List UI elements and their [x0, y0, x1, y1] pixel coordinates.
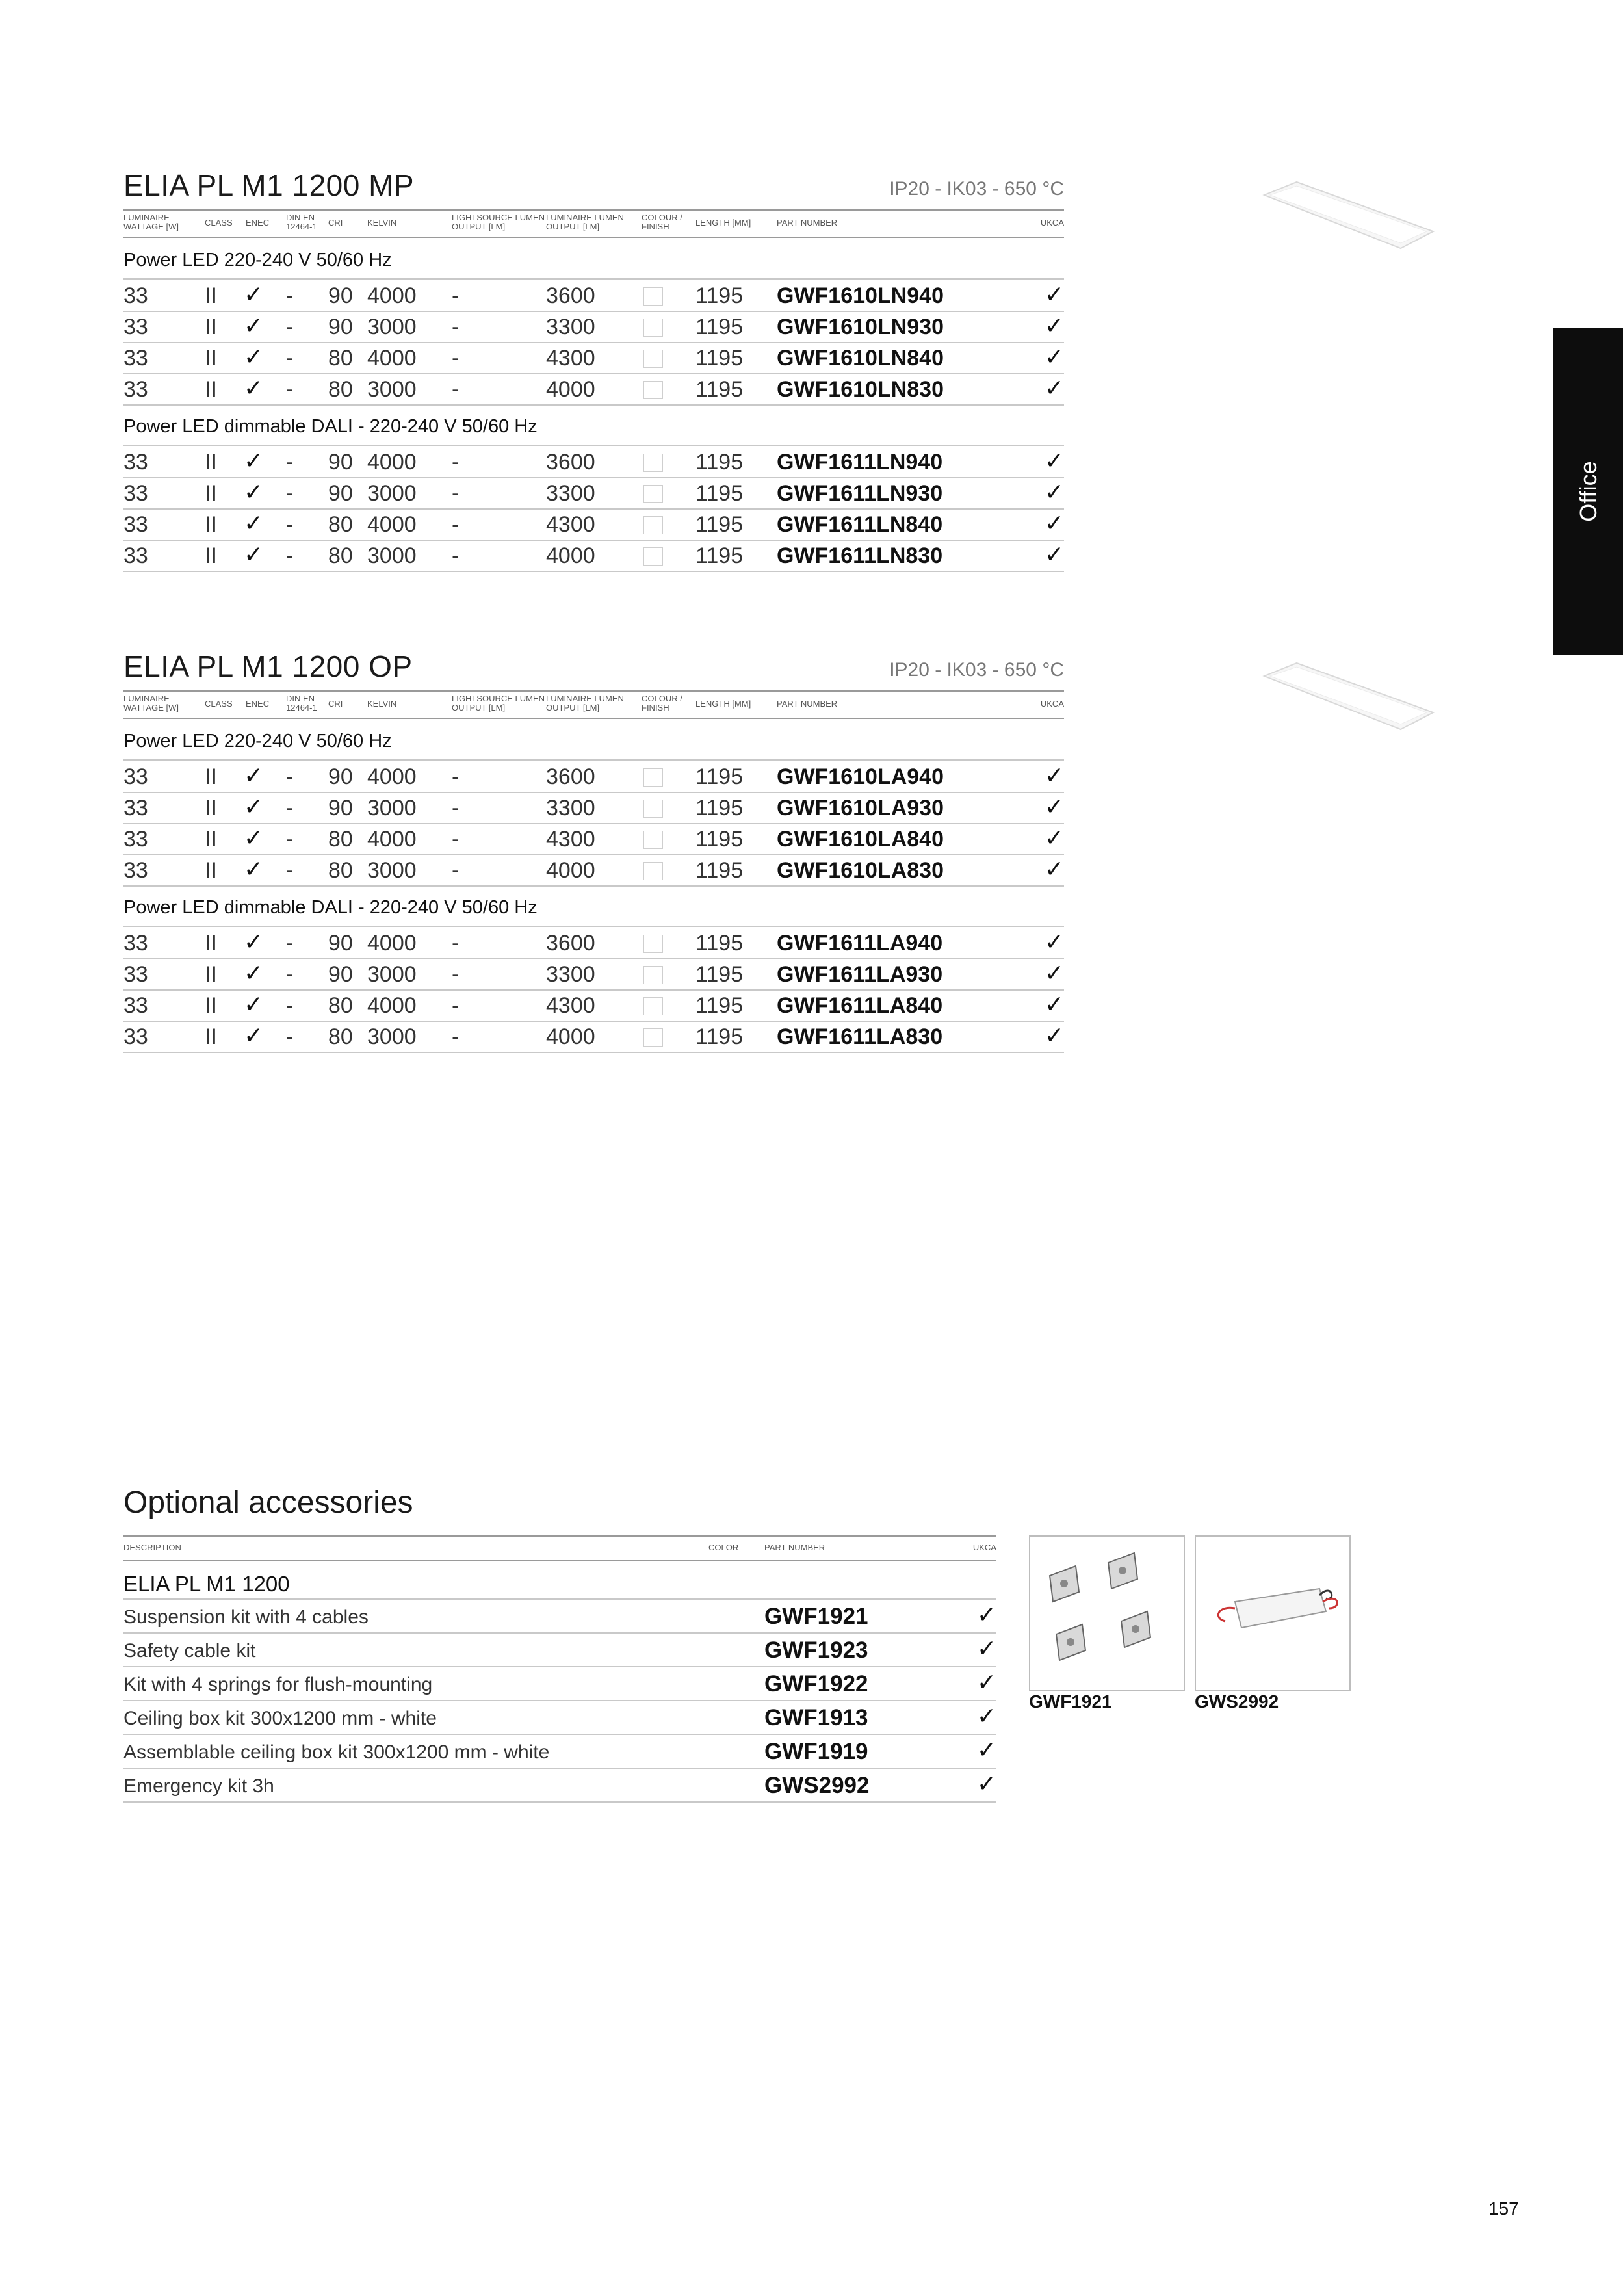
lightsource-lumen-cell: - [452, 346, 460, 371]
length-cell: 1195 [695, 315, 744, 339]
length-cell: 1195 [695, 796, 744, 820]
ukca-check: ✓ [1044, 1022, 1064, 1049]
class-cell: II [205, 962, 217, 987]
table-row [123, 342, 1064, 374]
part-number: GWF1610LA940 [777, 764, 944, 789]
ukca-check: ✓ [976, 1669, 996, 1695]
class-cell: II [205, 858, 217, 883]
thumbnail-label: GWF1921 [1029, 1691, 1112, 1712]
enec-check: ✓ [244, 928, 264, 955]
enec-check: ✓ [244, 793, 264, 820]
part-number: GWF1611LN930 [777, 481, 943, 506]
cri-cell: 90 [328, 481, 353, 506]
ukca-check: ✓ [1044, 312, 1064, 339]
class-cell: II [205, 481, 217, 506]
wattage-cell: 33 [123, 1024, 148, 1049]
lightsource-lumen-cell: - [452, 931, 460, 956]
length-cell: 1195 [695, 962, 744, 987]
wattage-cell: 33 [123, 962, 148, 987]
ip-rating: IP20 - IK03 - 650 °C [889, 659, 1064, 681]
accessory-row [123, 1634, 996, 1667]
din-cell: - [286, 931, 294, 956]
length-cell: 1195 [695, 931, 744, 956]
wattage-cell: 33 [123, 993, 148, 1018]
enec-check: ✓ [244, 281, 264, 307]
lightsource-lumen-cell: - [452, 512, 460, 537]
ukca-check: ✓ [1044, 959, 1064, 986]
table-row [123, 792, 1064, 824]
part-number: GWF1610LN840 [777, 346, 944, 371]
table-row [123, 927, 1064, 959]
accessory-description: Emergency kit 3h [123, 1775, 274, 1797]
colour-finish-swatch [643, 319, 663, 337]
colour-finish-swatch [643, 516, 663, 534]
colour-finish-swatch [643, 454, 663, 472]
cri-cell: 90 [328, 962, 353, 987]
lightsource-lumen-cell: - [452, 993, 460, 1018]
section-tab-label: Office [1575, 461, 1602, 522]
table-row [123, 508, 1064, 541]
col-color: COLOR [708, 1543, 739, 1552]
class-cell: II [205, 377, 217, 402]
enec-check: ✓ [244, 824, 264, 851]
wattage-cell: 33 [123, 377, 148, 402]
column-header-class: CLASS [205, 699, 233, 709]
length-cell: 1195 [695, 481, 744, 506]
col-ukca: UKCA [972, 1543, 996, 1552]
table-row [123, 989, 1064, 1022]
luminaire-lumen-cell: 3600 [546, 764, 595, 789]
lightsource-lumen-cell: - [452, 450, 460, 475]
cri-cell: 80 [328, 512, 353, 537]
enec-check: ✓ [244, 343, 264, 370]
length-cell: 1195 [695, 543, 744, 568]
class-cell: II [205, 764, 217, 789]
class-cell: II [205, 1024, 217, 1049]
ukca-check: ✓ [1044, 824, 1064, 851]
column-header-part: PART NUMBER [777, 699, 838, 709]
kelvin-cell: 4000 [367, 931, 417, 956]
accessory-row [123, 1735, 996, 1769]
accessory-row [123, 1701, 996, 1735]
enec-check: ✓ [244, 959, 264, 986]
wattage-cell: 33 [123, 346, 148, 371]
product-title: ELIA PL M1 1200 OP [123, 649, 413, 683]
enec-check: ✓ [244, 374, 264, 401]
accessory-part-number: GWF1923 [764, 1637, 868, 1663]
enec-check: ✓ [244, 762, 264, 789]
colour-finish-swatch [643, 997, 663, 1015]
kelvin-cell: 4000 [367, 283, 417, 308]
enec-check: ✓ [244, 447, 264, 474]
ukca-check: ✓ [1044, 793, 1064, 820]
wattage-cell: 33 [123, 796, 148, 820]
lightsource-lumen-cell: - [452, 543, 460, 568]
accessory-description: Suspension kit with 4 cables [123, 1606, 369, 1628]
luminaire-lumen-cell: 3600 [546, 931, 595, 956]
luminaire-lumen-cell: 4300 [546, 993, 595, 1018]
column-header-class: CLASS [205, 218, 233, 228]
group-label: Power LED dimmable DALI - 220-240 V 50/60 Hz [123, 897, 538, 918]
ukca-check: ✓ [1044, 447, 1064, 474]
length-cell: 1195 [695, 827, 744, 852]
kelvin-cell: 3000 [367, 1024, 417, 1049]
column-header-ukca: UKCA [1040, 218, 1064, 228]
accessory-row [123, 1769, 996, 1803]
lightsource-lumen-cell: - [452, 858, 460, 883]
accessories-subtitle: ELIA PL M1 1200 [123, 1572, 290, 1596]
colour-finish-swatch [643, 831, 663, 849]
colour-finish-swatch [643, 547, 663, 566]
luminaire-lumen-cell: 4000 [546, 543, 595, 568]
ukca-check: ✓ [976, 1702, 996, 1729]
luminaire-lumen-cell: 3300 [546, 481, 595, 506]
group-label: Power LED 220-240 V 50/60 Hz [123, 731, 392, 751]
din-cell: - [286, 283, 294, 308]
length-cell: 1195 [695, 764, 744, 789]
kelvin-cell: 3000 [367, 858, 417, 883]
length-cell: 1195 [695, 450, 744, 475]
luminaire-lumen-cell: 4000 [546, 377, 595, 402]
luminaire-lumen-cell: 3300 [546, 962, 595, 987]
enec-check: ✓ [244, 1022, 264, 1049]
ukca-check: ✓ [1044, 478, 1064, 505]
column-header-wattage: LUMINAIRE WATTAGE [W] [123, 694, 179, 712]
accessory-description: Kit with 4 springs for flush-mounting [123, 1674, 433, 1695]
accessory-thumbnail [1195, 1535, 1351, 1691]
kelvin-cell: 3000 [367, 962, 417, 987]
column-header-lightsource: LIGHTSOURCE LUMEN OUTPUT [LM] [452, 213, 545, 231]
colour-finish-swatch [643, 287, 663, 306]
din-cell: - [286, 377, 294, 402]
wattage-cell: 33 [123, 764, 148, 789]
din-cell: - [286, 315, 294, 339]
part-number: GWF1611LA830 [777, 1024, 943, 1049]
wattage-cell: 33 [123, 512, 148, 537]
din-cell: - [286, 450, 294, 475]
accessory-description: Ceiling box kit 300x1200 mm - white [123, 1708, 437, 1729]
column-header-din: DIN EN 12464-1 [286, 694, 317, 712]
wattage-cell: 33 [123, 931, 148, 956]
luminaire-lumen-cell: 4000 [546, 858, 595, 883]
part-number: GWF1610LA840 [777, 827, 944, 852]
column-header-kelvin: KELVIN [367, 699, 397, 709]
din-cell: - [286, 993, 294, 1018]
part-number: GWF1610LA830 [777, 858, 944, 883]
accessory-part-number: GWS2992 [764, 1773, 870, 1798]
product-title: ELIA PL M1 1200 MP [123, 168, 415, 202]
lightsource-lumen-cell: - [452, 481, 460, 506]
wattage-cell: 33 [123, 283, 148, 308]
table-row [123, 958, 1064, 991]
colour-finish-swatch [643, 768, 663, 787]
column-header-kelvin: KELVIN [367, 218, 397, 228]
ukca-check: ✓ [976, 1736, 996, 1763]
wattage-cell: 33 [123, 858, 148, 883]
class-cell: II [205, 993, 217, 1018]
column-header-enec: ENEC [246, 218, 270, 228]
table-row [123, 446, 1064, 478]
ukca-check: ✓ [1044, 541, 1064, 567]
cri-cell: 80 [328, 1024, 353, 1049]
enec-check: ✓ [244, 855, 264, 882]
ukca-check: ✓ [1044, 991, 1064, 1017]
length-cell: 1195 [695, 993, 744, 1018]
colour-finish-swatch [643, 485, 663, 503]
kelvin-cell: 3000 [367, 481, 417, 506]
colour-finish-swatch [643, 1028, 663, 1047]
colour-finish-swatch [643, 862, 663, 880]
din-cell: - [286, 481, 294, 506]
column-header-length: LENGTH [MM] [695, 218, 751, 228]
table-row [123, 1021, 1064, 1053]
cri-cell: 80 [328, 827, 353, 852]
cri-cell: 80 [328, 993, 353, 1018]
accessories-title: Optional accessories [123, 1485, 413, 1520]
column-header-din: DIN EN 12464-1 [286, 213, 317, 231]
cri-cell: 80 [328, 858, 353, 883]
enec-check: ✓ [244, 991, 264, 1017]
colour-finish-swatch [643, 935, 663, 953]
wattage-cell: 33 [123, 450, 148, 475]
class-cell: II [205, 315, 217, 339]
ip-rating: IP20 - IK03 - 650 °C [889, 178, 1064, 200]
ukca-check: ✓ [976, 1770, 996, 1797]
part-number: GWF1611LA930 [777, 962, 943, 987]
accessory-part-number: GWF1921 [764, 1604, 868, 1629]
luminaire-lumen-cell: 3600 [546, 283, 595, 308]
kelvin-cell: 3000 [367, 315, 417, 339]
kelvin-cell: 3000 [367, 377, 417, 402]
column-header-ukca: UKCA [1040, 699, 1064, 709]
lightsource-lumen-cell: - [452, 764, 460, 789]
ukca-check: ✓ [1044, 374, 1064, 401]
class-cell: II [205, 796, 217, 820]
din-cell: - [286, 827, 294, 852]
din-cell: - [286, 512, 294, 537]
ukca-check: ✓ [1044, 281, 1064, 307]
column-header-colour: COLOUR / FINISH [642, 213, 682, 231]
accessory-row [123, 1600, 996, 1634]
enec-check: ✓ [244, 510, 264, 536]
lightsource-lumen-cell: - [452, 377, 460, 402]
accessory-part-number: GWF1919 [764, 1739, 868, 1764]
column-header-cri: CRI [328, 218, 343, 228]
luminaire-lumen-cell: 3300 [546, 315, 595, 339]
kelvin-cell: 3000 [367, 796, 417, 820]
cri-cell: 90 [328, 796, 353, 820]
class-cell: II [205, 346, 217, 371]
class-cell: II [205, 450, 217, 475]
luminaire-lumen-cell: 4300 [546, 346, 595, 371]
kelvin-cell: 3000 [367, 543, 417, 568]
enec-check: ✓ [244, 312, 264, 339]
section-tab [1553, 328, 1623, 655]
cri-cell: 90 [328, 315, 353, 339]
din-cell: - [286, 543, 294, 568]
ukca-check: ✓ [1044, 928, 1064, 955]
din-cell: - [286, 764, 294, 789]
cri-cell: 90 [328, 764, 353, 789]
din-cell: - [286, 346, 294, 371]
part-number: GWF1611LN830 [777, 543, 943, 568]
cri-cell: 90 [328, 450, 353, 475]
suspension-kit-illustration [1030, 1537, 1184, 1690]
kelvin-cell: 4000 [367, 512, 417, 537]
table-row [123, 311, 1064, 343]
column-header-luminaire: LUMINAIRE LUMEN OUTPUT [LM] [546, 694, 624, 712]
ukca-check: ✓ [976, 1601, 996, 1628]
col-description: DESCRIPTION [123, 1543, 181, 1552]
ukca-check: ✓ [1044, 343, 1064, 370]
ukca-check: ✓ [976, 1635, 996, 1662]
part-number: GWF1610LN830 [777, 377, 944, 402]
ukca-check: ✓ [1044, 510, 1064, 536]
colour-finish-swatch [643, 350, 663, 368]
kelvin-cell: 4000 [367, 346, 417, 371]
luminaire-panel-image [1261, 662, 1436, 733]
table-row [123, 823, 1064, 855]
length-cell: 1195 [695, 858, 744, 883]
column-header-length: LENGTH [MM] [695, 699, 751, 709]
accessory-part-number: GWF1913 [764, 1705, 868, 1730]
lightsource-lumen-cell: - [452, 315, 460, 339]
accessory-description: Assemblable ceiling box kit 300x1200 mm - white [123, 1742, 550, 1763]
column-header-enec: ENEC [246, 699, 270, 709]
length-cell: 1195 [695, 283, 744, 308]
colour-finish-swatch [643, 381, 663, 399]
luminaire-lumen-cell: 3600 [546, 450, 595, 475]
class-cell: II [205, 543, 217, 568]
lightsource-lumen-cell: - [452, 796, 460, 820]
kelvin-cell: 4000 [367, 827, 417, 852]
wattage-cell: 33 [123, 827, 148, 852]
group-label: Power LED 220-240 V 50/60 Hz [123, 250, 392, 270]
luminaire-panel-image [1261, 181, 1436, 252]
length-cell: 1195 [695, 377, 744, 402]
lightsource-lumen-cell: - [452, 283, 460, 308]
cri-cell: 90 [328, 931, 353, 956]
luminaire-lumen-cell: 4000 [546, 1024, 595, 1049]
ukca-check: ✓ [1044, 762, 1064, 789]
page-number: 157 [1488, 2198, 1519, 2219]
table-row [123, 373, 1064, 406]
class-cell: II [205, 931, 217, 956]
column-header-luminaire: LUMINAIRE LUMEN OUTPUT [LM] [546, 213, 624, 231]
luminaire-lumen-cell: 4300 [546, 827, 595, 852]
kelvin-cell: 4000 [367, 764, 417, 789]
part-number: GWF1610LA930 [777, 796, 944, 820]
lightsource-lumen-cell: - [452, 827, 460, 852]
din-cell: - [286, 858, 294, 883]
cri-cell: 80 [328, 346, 353, 371]
col-part-number: PART NUMBER [764, 1543, 825, 1552]
part-number: GWF1611LA940 [777, 931, 943, 956]
accessory-description: Safety cable kit [123, 1640, 256, 1662]
table-row [123, 540, 1064, 572]
part-number: GWF1611LA840 [777, 993, 943, 1018]
lightsource-lumen-cell: - [452, 1024, 460, 1049]
accessory-part-number: GWF1922 [764, 1671, 868, 1697]
kelvin-cell: 4000 [367, 993, 417, 1018]
luminaire-lumen-cell: 4300 [546, 512, 595, 537]
length-cell: 1195 [695, 1024, 744, 1049]
din-cell: - [286, 962, 294, 987]
accessory-row [123, 1667, 996, 1701]
group-label: Power LED dimmable DALI - 220-240 V 50/60 Hz [123, 416, 538, 437]
part-number: GWF1611LN940 [777, 450, 943, 475]
lightsource-lumen-cell: - [452, 962, 460, 987]
class-cell: II [205, 827, 217, 852]
ukca-check: ✓ [1044, 855, 1064, 882]
column-header-lightsource: LIGHTSOURCE LUMEN OUTPUT [LM] [452, 694, 545, 712]
luminaire-lumen-cell: 3300 [546, 796, 595, 820]
length-cell: 1195 [695, 346, 744, 371]
emergency-kit-illustration [1196, 1537, 1349, 1690]
column-header-part: PART NUMBER [777, 218, 838, 228]
colour-finish-swatch [643, 800, 663, 818]
din-cell: - [286, 796, 294, 820]
part-number: GWF1610LN930 [777, 315, 944, 339]
cri-cell: 90 [328, 283, 353, 308]
table-row [123, 477, 1064, 510]
class-cell: II [205, 283, 217, 308]
length-cell: 1195 [695, 512, 744, 537]
wattage-cell: 33 [123, 315, 148, 339]
colour-finish-swatch [643, 966, 663, 984]
column-header-wattage: LUMINAIRE WATTAGE [W] [123, 213, 179, 231]
thumbnail-label: GWS2992 [1195, 1691, 1279, 1712]
table-row [123, 761, 1064, 793]
cri-cell: 80 [328, 543, 353, 568]
din-cell: - [286, 1024, 294, 1049]
part-number: GWF1610LN940 [777, 283, 944, 308]
column-header-cri: CRI [328, 699, 343, 709]
enec-check: ✓ [244, 478, 264, 505]
kelvin-cell: 4000 [367, 450, 417, 475]
table-row [123, 280, 1064, 312]
class-cell: II [205, 512, 217, 537]
wattage-cell: 33 [123, 543, 148, 568]
table-row [123, 854, 1064, 887]
accessory-thumbnail [1029, 1535, 1185, 1691]
column-header-colour: COLOUR / FINISH [642, 694, 682, 712]
part-number: GWF1611LN840 [777, 512, 943, 537]
enec-check: ✓ [244, 541, 264, 567]
cri-cell: 80 [328, 377, 353, 402]
wattage-cell: 33 [123, 481, 148, 506]
